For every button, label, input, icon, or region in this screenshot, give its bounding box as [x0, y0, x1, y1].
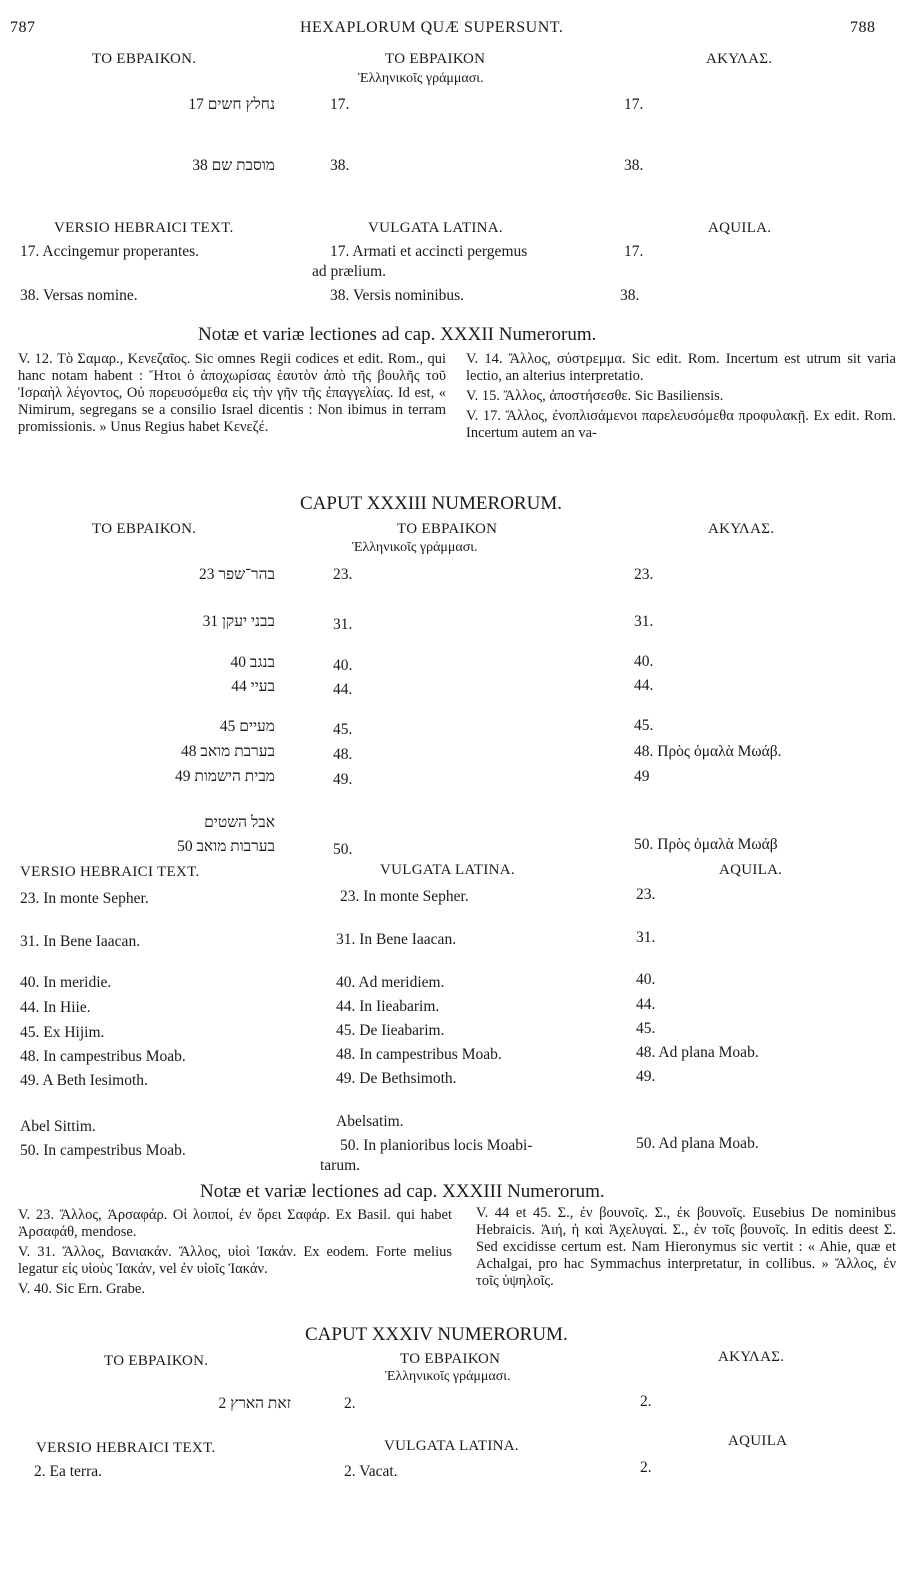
aquila-latin-row: 48. Ad plana Moab.: [636, 1044, 759, 1061]
vulgata-row: 23. In monte Sepher.: [340, 888, 469, 905]
vulgata-row: 45. De Iieabarim.: [336, 1022, 445, 1039]
col-subheader-greek: Ἑλληνικοῖς γράμμασι.: [352, 540, 478, 555]
aquila-row: 23.: [634, 566, 654, 583]
col-header-versio: VERSIO HEBRAICI TEXT.: [20, 864, 200, 880]
aquila-row: 31.: [634, 613, 654, 630]
note-paragraph: V. 12. Τὸ Σαμαρ., Κενεζαῖος. Sic omnes Regii codices et edit. Rom., qui hanc notam habent : Ἤτοι ὁ ἀποχωρίσας ἑαυτὸν ἀπὸ τῆς βουλῆς τοῦ Ἰσραὴλ λέγοντος, Οὐ πορευσόμεθα εἰς τὴν γῆν τῆς ἐπαγγελίας. Id est, « Nimirum, segregans se a consilio Israel dicentis : Non ibimus in terram promissionis. » Unus Regius habet Κενεζέ.: [18, 351, 446, 435]
page-number-left: 787: [10, 19, 36, 36]
versio-row: 45. Ex Hijim.: [20, 1024, 105, 1041]
note-paragraph: V. 44 et 45. Σ., ἐν βουνοῖς. Σ., ἐκ βουνοῖς. Eusebius De nominibus Hebraicis. Ἀιή, ἡ καὶ Ἀχελυγαί. Σ., ἐν τοῖς βουνοῖς. In editis deest Σ. Sed excidisse certum est. Nam Hieronymus sic vertit : « Ahie, quæ et Achalgai, pro hac Symmachus interpretatur, in collibus. » Ἄλλος, ἐν τοῖς ὑψηλοῖς.: [476, 1205, 896, 1289]
greek-row: 38.: [330, 157, 350, 174]
aquila-row: 48. Πρὸς ὁμαλὰ Μωάβ.: [634, 743, 782, 760]
note-paragraph: V. 40. Sic Ern. Grabe.: [18, 1281, 145, 1297]
caput-heading: CAPUT XXXIV NUMERORUM.: [305, 1324, 568, 1345]
greek-row: 31.: [333, 616, 353, 633]
col-header-greek: ΤΟ ΕΒΡΑΙΚΟΝ: [397, 521, 498, 537]
hebrew-row: מעיים 45: [219, 718, 275, 735]
vulgata-row: 44. In Iieabarim.: [336, 998, 440, 1015]
hebrew-row: בנגב 40: [230, 654, 275, 671]
vulgata-row-cont: tarum.: [320, 1157, 361, 1174]
aquila-row: 2.: [640, 1393, 652, 1410]
greek-row: 2.: [344, 1395, 356, 1412]
versio-row: 49. A Beth Iesimoth.: [20, 1072, 148, 1089]
aquila-latin-row: 45.: [636, 1020, 656, 1037]
hebrew-row: בערבת מואב 48: [181, 743, 275, 760]
greek-row: 49.: [333, 771, 353, 788]
aquila-latin-row: 38.: [620, 287, 640, 304]
col-header-aquila-latin: AQUILA.: [708, 220, 772, 236]
col-header-greek: ΤΟ ΕΒΡΑΙΚΟΝ: [400, 1351, 501, 1367]
notes-title: Notæ et variæ lectiones ad cap. XXXII Numerorum.: [198, 324, 597, 345]
hebrew-row: בערבות מואב 50: [177, 838, 275, 855]
aquila-row: 50. Πρὸς ὁμαλὰ Μωάβ: [634, 836, 778, 853]
versio-row: 40. In meridie.: [20, 974, 112, 991]
greek-row: 40.: [333, 657, 353, 674]
greek-row: 17.: [330, 96, 350, 113]
aquila-latin-row: 17.: [624, 243, 644, 260]
col-header-aquila: ΑΚΥΛΑΣ.: [706, 51, 773, 67]
hebrew-row: מבית הישמות 49: [175, 768, 275, 785]
vulgata-row: 38. Versis nominibus.: [330, 287, 465, 304]
vulgata-row: Abelsatim.: [336, 1113, 404, 1130]
vulgata-row: 17. Armati et accincti pergemus: [330, 243, 528, 260]
aquila-latin-row: 49.: [636, 1068, 656, 1085]
hebrew-row: בהר־שפר 23: [198, 566, 275, 583]
col-header-aquila-latin: AQUILA: [728, 1433, 788, 1449]
hebrew-row: נחלץ חשים 17: [188, 96, 275, 113]
vulgata-row: 49. De Bethsimoth.: [336, 1070, 457, 1087]
vulgata-row: 2. Vacat.: [344, 1463, 398, 1480]
col-header-vulgata: VULGATA LATINA.: [368, 220, 503, 236]
greek-row: 23.: [333, 566, 353, 583]
versio-row: Abel Sittim.: [20, 1118, 96, 1135]
running-title: HEXAPLORUM QUÆ SUPERSUNT.: [300, 19, 564, 36]
notes-column-left: [18, 1207, 452, 1301]
hebrew-row: בבני יעקן 31: [202, 613, 275, 630]
col-header-vulgata: VULGATA LATINA.: [380, 862, 515, 878]
hebrew-row: אבל השטים: [204, 814, 275, 831]
hebrew-row: בעיי 44: [231, 678, 275, 695]
versio-row: 31. In Bene Iaacan.: [20, 933, 141, 950]
col-subheader-greek: Ἑλληνικοῖς γράμμασι.: [358, 71, 484, 86]
versio-row: 2. Ea terra.: [34, 1463, 102, 1480]
col-header-aquila: ΑΚΥΛΑΣ.: [708, 521, 775, 537]
aquila-row: 44.: [634, 677, 654, 694]
versio-row: 38. Versas nomine.: [20, 287, 138, 304]
vulgata-row: 40. Ad meridiem.: [336, 974, 445, 991]
col-header-vulgata: VULGATA LATINA.: [384, 1438, 519, 1454]
aquila-latin-row: 44.: [636, 996, 656, 1013]
vulgata-row: 50. In planioribus locis Moabi-: [340, 1137, 533, 1154]
note-paragraph: V. 14. Ἄλλος, σύστρεμμα. Sic edit. Rom. Incertum est utrum sit varia lectio, an alterius interpretatio.: [466, 351, 896, 384]
col-header-hebrew: ΤΟ ΕΒΡΑΙΚΟΝ.: [92, 521, 197, 537]
col-header-aquila: ΑΚΥΛΑΣ.: [718, 1349, 785, 1365]
aquila-row: 40.: [634, 653, 654, 670]
notes-column-right: [466, 351, 896, 445]
col-header-aquila-latin: AQUILA.: [719, 862, 783, 878]
versio-row: 44. In Hiie.: [20, 999, 91, 1016]
aquila-row: 45.: [634, 717, 654, 734]
note-paragraph: V. 23. Ἄλλος, Ἀρσαφάρ. Οἱ λοιποί, ἐν ὄρει Σαφάρ. Ex Basil. qui habet Ἀρσαφάθ, mendose.: [18, 1207, 452, 1240]
note-paragraph: V. 17. Ἄλλος, ἐνοπλισάμενοι παρελευσόμεθα προφυλακῇ. Ex edit. Rom. Incertum autem an va-: [466, 408, 896, 441]
aquila-latin-row: 2.: [640, 1459, 652, 1476]
vulgata-row: 48. In campestribus Moab.: [336, 1046, 502, 1063]
greek-row: 50.: [333, 841, 353, 858]
notes-column-right: [476, 1205, 896, 1293]
page-number-right: 788: [850, 19, 876, 36]
note-paragraph: V. 31. Ἄλλος, Βανιακάν. Ἄλλος, υἱοὶ Ἰακάν. Ex eodem. Forte melius legatur εἰς υἱοὺς Ἰακάν, vel ἐν υἱοῖς Ἰακάν.: [18, 1244, 452, 1277]
col-header-versio: VERSIO HEBRAICI TEXT.: [36, 1440, 216, 1456]
versio-row: 23. In monte Sepher.: [20, 890, 149, 907]
note-paragraph: V. 15. Ἄλλος, ἀποστήσεσθε. Sic Basiliensis.: [466, 388, 724, 404]
greek-row: 45.: [333, 721, 353, 738]
aquila-latin-row: 50. Ad plana Moab.: [636, 1135, 759, 1152]
aquila-latin-row: 40.: [636, 971, 656, 988]
hebrew-row: זאת הארץ 2: [218, 1395, 291, 1412]
greek-row: 48.: [333, 746, 353, 763]
col-header-greek: ΤΟ ΕΒΡΑΙΚΟΝ: [385, 51, 486, 67]
col-header-hebrew: ΤΟ ΕΒΡΑΙΚΟΝ.: [92, 51, 197, 67]
versio-row: 48. In campestribus Moab.: [20, 1048, 186, 1065]
aquila-row: 38.: [624, 157, 644, 174]
aquila-row: 49: [634, 768, 650, 785]
col-header-hebrew: ΤΟ ΕΒΡΑΙΚΟΝ.: [104, 1353, 209, 1369]
versio-row: 50. In campestribus Moab.: [20, 1142, 186, 1159]
caput-heading: CAPUT XXXIII NUMERORUM.: [300, 493, 562, 514]
vulgata-row: 31. In Bene Iaacan.: [336, 931, 457, 948]
notes-title: Notæ et variæ lectiones ad cap. XXXIII Numerorum.: [200, 1181, 605, 1202]
aquila-latin-row: 23.: [636, 886, 656, 903]
greek-row: 44.: [333, 681, 353, 698]
aquila-row: 17.: [624, 96, 644, 113]
notes-column-left: [18, 351, 446, 439]
hebrew-row: מוסבת שם 38: [192, 157, 275, 174]
vulgata-row-cont: ad prælium.: [312, 263, 387, 280]
col-header-versio: VERSIO HEBRAICI TEXT.: [54, 220, 234, 236]
col-subheader-greek: Ἑλληνικοῖς γράμμασι.: [385, 1369, 511, 1384]
aquila-latin-row: 31.: [636, 929, 656, 946]
versio-row: 17. Accingemur properantes.: [20, 243, 200, 260]
